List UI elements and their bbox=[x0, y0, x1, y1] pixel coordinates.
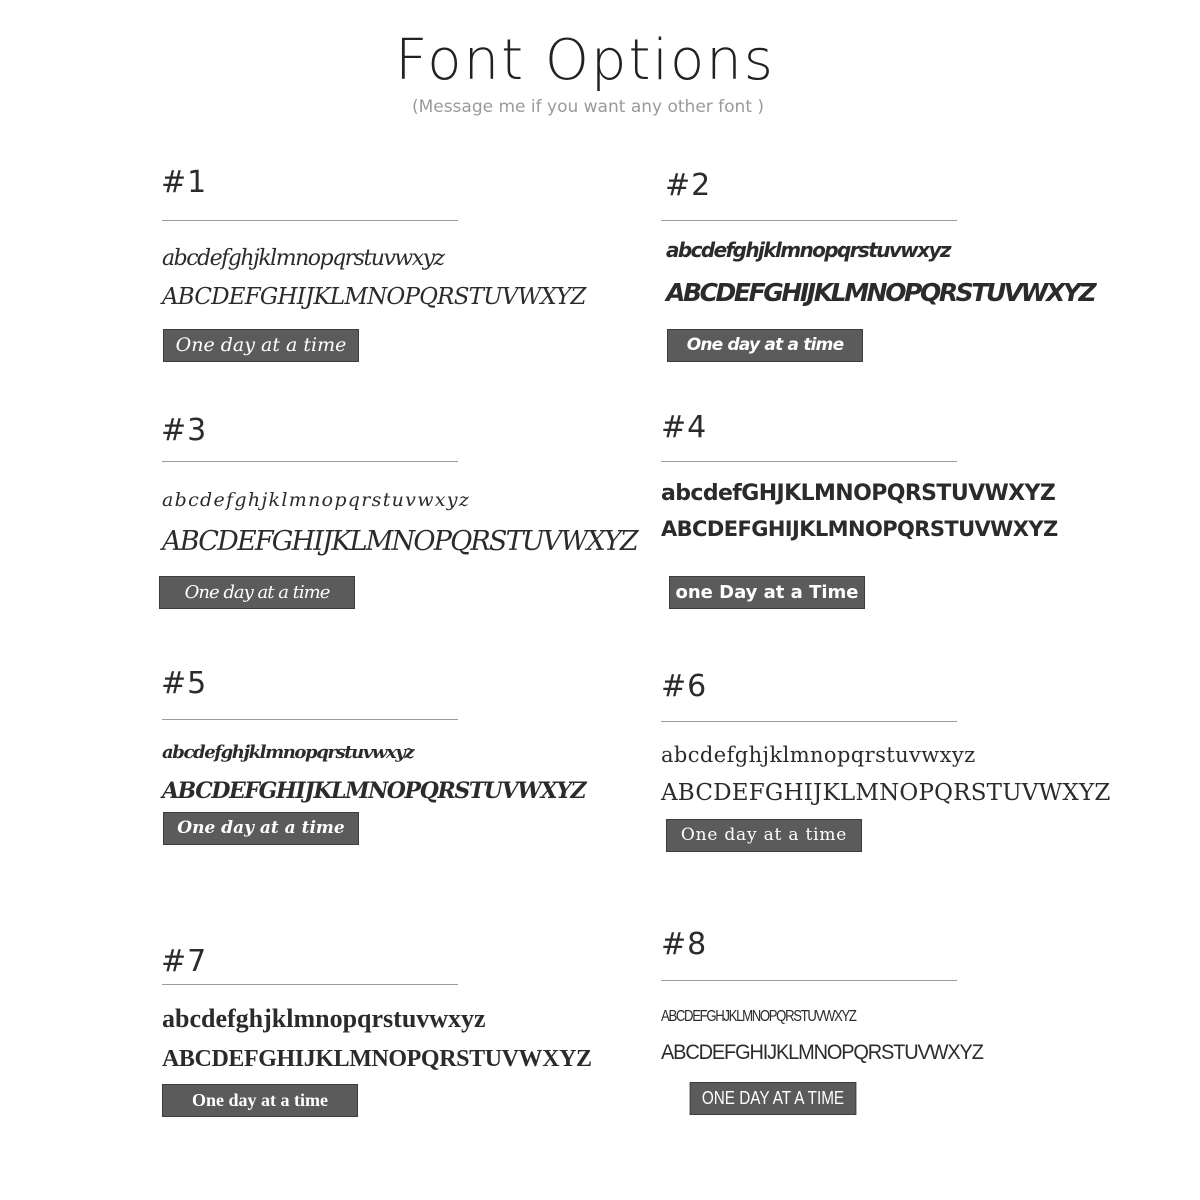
uppercase-sample: ABCDEFGHIJKLMNOPQRSTUVWXYZ bbox=[162, 284, 586, 310]
divider bbox=[162, 461, 458, 462]
uppercase-sample: ABCDEFGHIJKLMNOPQRSTUVWXYZ bbox=[661, 780, 1111, 806]
divider bbox=[661, 980, 957, 981]
lowercase-sample: abcdefghjklmnopqrstuvwxyz bbox=[162, 1004, 486, 1033]
lowercase-sample: abcdefghjklmnopqrstuvwxyz bbox=[162, 742, 414, 763]
lowercase-sample: abcdefghjklmnopqrstuvwxyz bbox=[661, 743, 976, 767]
uppercase-sample: ABCDEFGHIJKLMNOPQRSTUVWXYZ bbox=[661, 517, 1058, 541]
page-title: Font Options bbox=[395, 28, 775, 93]
page-subtitle: (Message me if you want any other font ) bbox=[411, 97, 765, 117]
phrase-sample-box: one Day at a Time bbox=[669, 576, 865, 609]
font-number: #5 bbox=[161, 666, 208, 701]
phrase-sample-box: ONE DAY AT A TIME bbox=[690, 1082, 857, 1115]
font-number: #4 bbox=[661, 410, 708, 445]
phrase-sample-box: One day at a time bbox=[667, 329, 863, 362]
divider bbox=[661, 721, 957, 722]
phrase-sample-box: One day at a time bbox=[159, 576, 355, 609]
font-number: #6 bbox=[661, 669, 708, 704]
divider bbox=[661, 461, 957, 462]
lowercase-sample: abcdefghjklmnopqrstuvwxyz bbox=[162, 246, 444, 271]
font-number: #3 bbox=[161, 413, 208, 448]
lowercase-sample: abcdefghjklmnopqrstuvwxyz bbox=[666, 238, 950, 262]
divider bbox=[661, 220, 957, 221]
uppercase-sample: ABCDEFGHIJKLMNOPQRSTUVWXYZ bbox=[162, 1046, 592, 1072]
uppercase-sample: ABCDEFGHIJKLMNOPQRSTUVWXYZ bbox=[661, 1041, 983, 1064]
divider bbox=[162, 719, 458, 720]
phrase-sample-box: One day at a time bbox=[666, 819, 862, 852]
uppercase-sample: ABCDEFGHIJKLMNOPQRSTUVWXYZ bbox=[162, 526, 637, 557]
uppercase-sample: ABCDEFGHIJKLMNOPQRSTUVWXYZ bbox=[666, 278, 1095, 307]
lowercase-sample: abcdefGHJKLMNOPQRSTUVWXYZ bbox=[661, 481, 1056, 506]
font-number: #1 bbox=[161, 165, 208, 200]
divider bbox=[162, 220, 458, 221]
font-number: #7 bbox=[161, 944, 208, 979]
font-number: #8 bbox=[661, 927, 708, 962]
divider bbox=[162, 984, 458, 985]
lowercase-sample: abcdefghjklmnopqrstuvwxyz bbox=[162, 489, 471, 511]
lowercase-sample: ABCDEFGHJKLMNOPQRSTUVWXYZ bbox=[661, 1008, 856, 1025]
uppercase-sample: ABCDEFGHIJKLMNOPQRSTUVWXYZ bbox=[162, 778, 586, 804]
phrase-sample-box: One day at a time bbox=[163, 812, 359, 845]
phrase-sample-box: One day at a time bbox=[163, 329, 359, 362]
font-number: #2 bbox=[665, 168, 712, 203]
phrase-sample-box: One day at a time bbox=[162, 1084, 358, 1117]
